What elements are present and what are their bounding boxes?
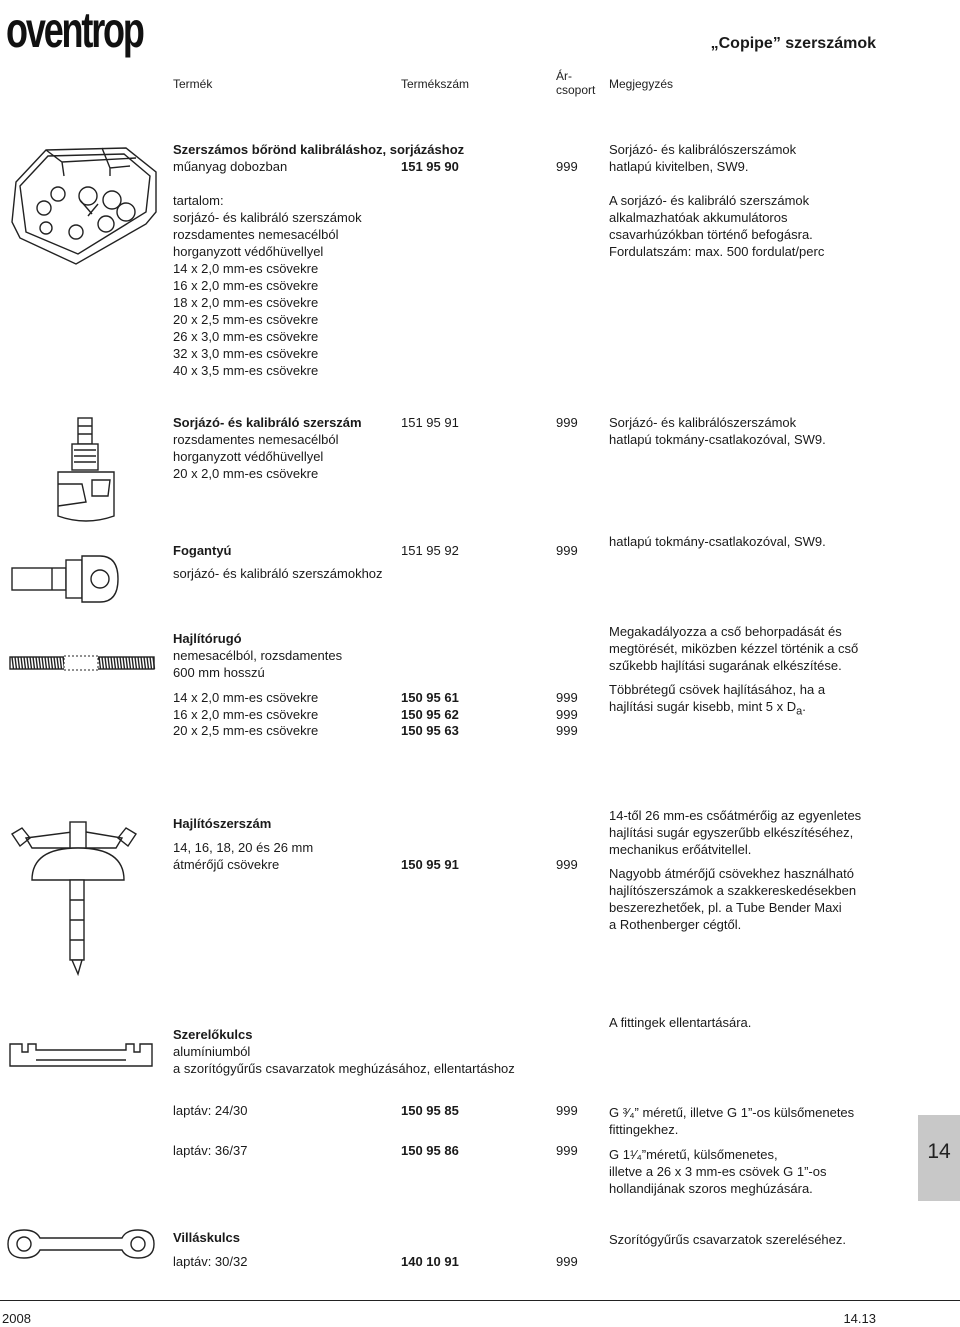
assembly-wrench-note: G ³⁄₄” méretű, illetve G 1”-os külsőmenetes: [609, 1105, 855, 1120]
handle-number: 151 95 92: [401, 543, 459, 558]
assembly-wrench-note: hollandijának szoros meghúzására.: [609, 1181, 813, 1196]
assembly-wrench-price: 999: [556, 1103, 578, 1118]
bending-tool-line: 14, 16, 18, 20 és 26 mm: [173, 840, 314, 855]
bending-spring-number: 150 95 63: [401, 723, 459, 738]
bending-spring-line: nemesacélból, rozsdamentes: [173, 648, 343, 663]
bending-tool-note: Nagyobb átmérőjű csövekhez használható: [609, 866, 854, 881]
deburring-tool-note: Sorjázó- és kalibrálószerszámok: [609, 415, 797, 430]
bending-tool-title: Hajlítószerszám: [173, 816, 272, 831]
page-title: „Copipe” szerszámok: [710, 35, 876, 52]
tool-case-title-1: Szerszámos bőrönd kalibráláshoz, sorjázáshoz: [173, 142, 465, 157]
tool-case-content-line: 16 x 2,0 mm-es csövekre: [173, 278, 319, 293]
assembly-wrench-note: G 1¹⁄₄”méretű, külsőmenetes,: [609, 1147, 778, 1162]
chapter-tab-number: 14: [927, 1140, 951, 1163]
tool-case-note: csavarhúzókban történő befogásra.: [609, 227, 813, 242]
handle-title: Fogantyú: [173, 543, 232, 558]
bending-tool-note: beszerezhetőek, pl. a Tube Bender Maxi: [609, 900, 842, 915]
tool-case-note: Fordulatszám: max. 500 fordulat/perc: [609, 244, 825, 259]
tool-case-note: A sorjázó- és kalibráló szerszámok: [609, 193, 810, 208]
bending-tool-note: a Rothenberger cégtől.: [609, 917, 742, 932]
bending-tool-note: mechanikus erőátvitellel.: [609, 842, 752, 857]
bending-spring-note: szűkebb hajlítási sugarának elkészítése.: [609, 658, 842, 673]
bending-tool-illustration: [8, 808, 150, 978]
footer-year: 2008: [2, 1311, 31, 1326]
footer-page-number: 14.13: [843, 1311, 876, 1326]
assembly-wrench-title: Szerelőkulcs: [173, 1027, 253, 1042]
tool-case-content-line: 20 x 2,5 mm-es csövekre: [173, 312, 319, 327]
tool-case-note: hatlapú kivitelben, SW9.: [609, 159, 749, 174]
bending-spring-size: 14 x 2,0 mm-es csövekre: [173, 690, 319, 705]
bending-spring-number: 150 95 61: [401, 690, 459, 705]
bending-spring-note: Többrétegű csövek hajlításához, ha a: [609, 682, 826, 697]
bending-tool-note: 14-től 26 mm-es csőátmérőig az egyenletes: [609, 808, 862, 823]
tool-case-content-line: tartalom:: [173, 193, 224, 208]
assembly-wrench-price: 999: [556, 1143, 578, 1158]
assembly-wrench-size: laptáv: 24/30: [173, 1103, 248, 1118]
col-header-price-group-1: Ár-: [556, 69, 572, 83]
tool-case-number: 151 95 90: [401, 159, 459, 174]
col-header-number: Termékszám: [401, 77, 470, 91]
bending-spring-note: megtörését, miközben kézzel történik a cső: [609, 641, 859, 656]
open-end-wrench-illustration: [6, 1226, 156, 1262]
handle-illustration: [8, 550, 120, 606]
col-header-notes: Megjegyzés: [609, 77, 674, 91]
col-header-product: Termék: [173, 77, 213, 91]
deburring-tool-title: Sorjázó- és kalibráló szerszám: [173, 415, 362, 430]
bending-spring-price: 999: [556, 707, 578, 722]
bending-tool-note: hajlítószerszámok a szakkereskedésekben: [609, 883, 857, 898]
open-end-wrench-title: Villáskulcs: [173, 1230, 240, 1245]
deburring-tool-price: 999: [556, 415, 578, 430]
bending-spring-size: 16 x 2,0 mm-es csövekre: [173, 707, 319, 722]
deburring-tool-line: rozsdamentes nemesacélból: [173, 432, 339, 447]
bending-tool-number: 150 95 91: [401, 857, 459, 872]
bending-spring-line: 600 mm hosszú: [173, 665, 265, 680]
tool-case-price: 999: [556, 159, 578, 174]
brand-logo: oventrop: [6, 2, 143, 58]
tool-case-content-line: 26 x 3,0 mm-es csövekre: [173, 329, 319, 344]
open-end-wrench-size: laptáv: 30/32: [173, 1254, 248, 1269]
assembly-wrench-size: laptáv: 36/37: [173, 1143, 248, 1158]
bending-spring-note-subscript: a: [796, 705, 803, 718]
tool-case-content-line: 32 x 3,0 mm-es csövekre: [173, 346, 319, 361]
tool-case-content-line: rozsdamentes nemesacélból: [173, 227, 339, 242]
bending-tool-line: átmérőjű csövekre: [173, 857, 280, 872]
bending-spring-illustration: [8, 652, 158, 674]
bending-spring-price: 999: [556, 690, 578, 705]
deburring-tool-illustration: [52, 416, 124, 526]
col-header-price-group-2: csoport: [556, 83, 596, 97]
tool-case-content-line: horganyzott védőhüvellyel: [173, 244, 324, 259]
bending-tool-price: 999: [556, 857, 578, 872]
open-end-wrench-note: Szorítógyűrűs csavarzatok szereléséhez.: [609, 1232, 846, 1247]
bending-spring-number: 150 95 62: [401, 707, 459, 722]
bending-spring-note-end: .: [802, 699, 806, 714]
tool-case-title-2: műanyag dobozban: [173, 159, 288, 174]
bending-spring-size: 20 x 2,5 mm-es csövekre: [173, 723, 319, 738]
bending-spring-note: Megakadályozza a cső behorpadását és: [609, 624, 842, 639]
assembly-wrench-number: 150 95 86: [401, 1143, 459, 1158]
open-end-wrench-number: 140 10 91: [401, 1254, 459, 1269]
bending-spring-title: Hajlítórugó: [173, 631, 242, 646]
open-end-wrench-price: 999: [556, 1254, 578, 1269]
bending-spring-note-text: hajlítási sugár kisebb, mint 5 x D: [609, 699, 797, 714]
deburring-tool-note: hatlapú tokmány-csatlakozóval, SW9.: [609, 432, 826, 447]
handle-price: 999: [556, 543, 578, 558]
deburring-tool-line: 20 x 2,0 mm-es csövekre: [173, 466, 319, 481]
tool-case-content-line: 18 x 2,0 mm-es csövekre: [173, 295, 319, 310]
assembly-wrench-note: fittingekhez.: [609, 1122, 679, 1137]
assembly-wrench-number: 150 95 85: [401, 1103, 459, 1118]
tool-case-content-line: sorjázó- és kalibráló szerszámok: [173, 210, 362, 225]
tool-case-content-line: 40 x 3,5 mm-es csövekre: [173, 363, 319, 378]
bending-spring-note-last: [609, 698, 806, 721]
tool-case-content-line: 14 x 2,0 mm-es csövekre: [173, 261, 319, 276]
handle-line: sorjázó- és kalibráló szerszámokhoz: [173, 566, 383, 581]
handle-note: hatlapú tokmány-csatlakozóval, SW9.: [609, 534, 826, 549]
deburring-tool-number: 151 95 91: [401, 415, 459, 430]
bending-tool-note: hajlítási sugár egyszerűbb elkészítéséhez,: [609, 825, 854, 840]
assembly-wrench-illustration: [6, 1038, 156, 1074]
assembly-wrench-note: illetve a 26 x 3 mm-es csövek G 1”-os: [609, 1164, 827, 1179]
bending-spring-price: 999: [556, 723, 578, 738]
tool-case-illustration: [6, 142, 162, 270]
tool-case-note: alkalmazhatóak akkumulátoros: [609, 210, 788, 225]
assembly-wrench-line: a szorítógyűrűs csavarzatok meghúzásához, ellentartáshoz: [173, 1061, 515, 1076]
deburring-tool-line: horganyzott védőhüvellyel: [173, 449, 324, 464]
assembly-wrench-line: alumíniumból: [173, 1044, 251, 1059]
tool-case-note: Sorjázó- és kalibrálószerszámok: [609, 142, 797, 157]
assembly-wrench-note: A fittingek ellentartására.: [609, 1015, 752, 1030]
footer-rule: [0, 1300, 960, 1301]
